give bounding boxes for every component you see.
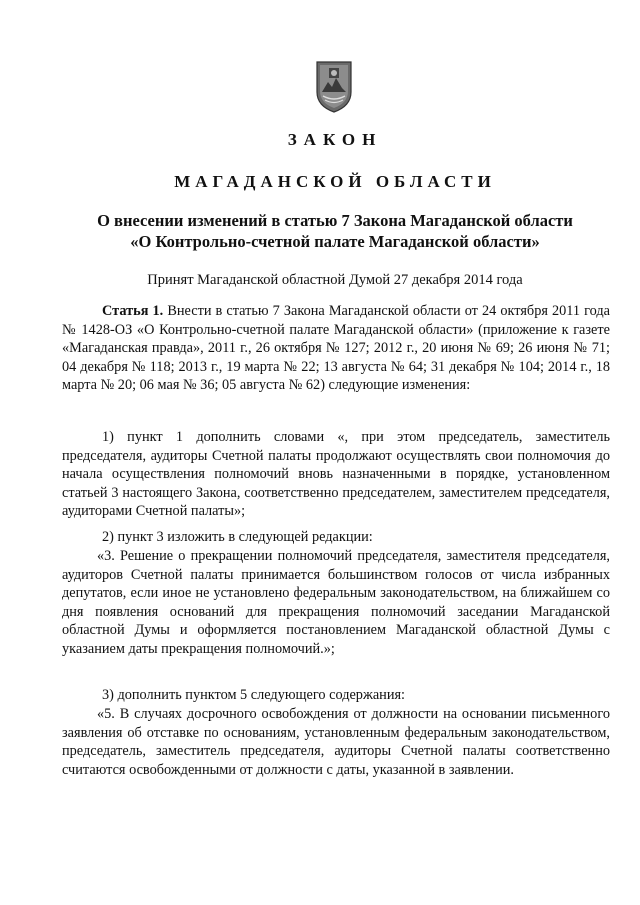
document-type-heading: ЗАКОН: [287, 130, 383, 149]
adoption-date-line: Принят Магаданской областной Думой 27 декабря 2014 года: [147, 272, 523, 288]
amendment-item-2-text: «3. Решение о прекращении полномочий председателя, заместителя председателя, аудиторов Счетной палаты принимается большинством голосов от числа избранных депутатов, если иное не установлено федеральным законодательством, на ближайшем со дня появления оснований для прекращения полномочий заседании Магаданской областной Думы и оформляется постановлением Магаданской областной Думы с указанием даты прекращения полномочий.»;: [62, 548, 610, 657]
article-1-paragraph: [62, 302, 610, 395]
amendment-item-1: 1) пункт 1 дополнить словами «, при этом председатель, заместитель председателя, аудиторы Счетной палаты продолжают осуществлять свои полномочия до начала осуществления полномочий вновь назначенными в порядке, установленном статьей 3 настоящего Закона, соответственно председателем, заместителем председателя, аудиторами Счетной палаты»;: [62, 429, 610, 520]
subject-line-2: «О Контрольно-счетной палате Магаданской области»: [130, 232, 540, 251]
article-1-text: Внести в статью 7 Закона Магаданской области от 24 октября 2011 года № 1428-ОЗ «О Контрольно-счетной палате Магаданской области» (приложение к газете «Магаданская правда», 2011 г., 26 октября № 127; 2012 г., 20 июня № 69; 26 июня № 71; 04 декабря № 118; 2013 г., 19 марта № 22; 13 августа № 64; 31 декабря № 104; 2014 г., 18 марта № 20; 06 мая № 36; 05 августа № 62) следующие изменения:: [62, 303, 611, 394]
article-1-label: Статья 1.: [102, 303, 164, 319]
law-subject-title: [60, 210, 610, 252]
magadan-coat-of-arms-icon: [314, 58, 354, 114]
amendment-item-2-heading: 2) пункт 3 изложить в следующей редакции:: [102, 529, 373, 545]
amendment-item-3-text: «5. В случаях досрочного освобождения от должности на основании письменного заявления об отставке по основаниям, установленным федеральным законодательством, председатель, заместитель председателя, аудиторы Счетной палаты соответственно считаются освобожденными от должности с даты, указанной в заявлении.: [62, 706, 610, 778]
amendment-item-3-heading: 3) дополнить пунктом 5 следующего содержания:: [102, 687, 406, 703]
region-heading: МАГАДАНСКОЙ ОБЛАСТИ: [174, 172, 496, 191]
subject-line-1: О внесении изменений в статью 7 Закона Магаданской области: [97, 211, 573, 230]
